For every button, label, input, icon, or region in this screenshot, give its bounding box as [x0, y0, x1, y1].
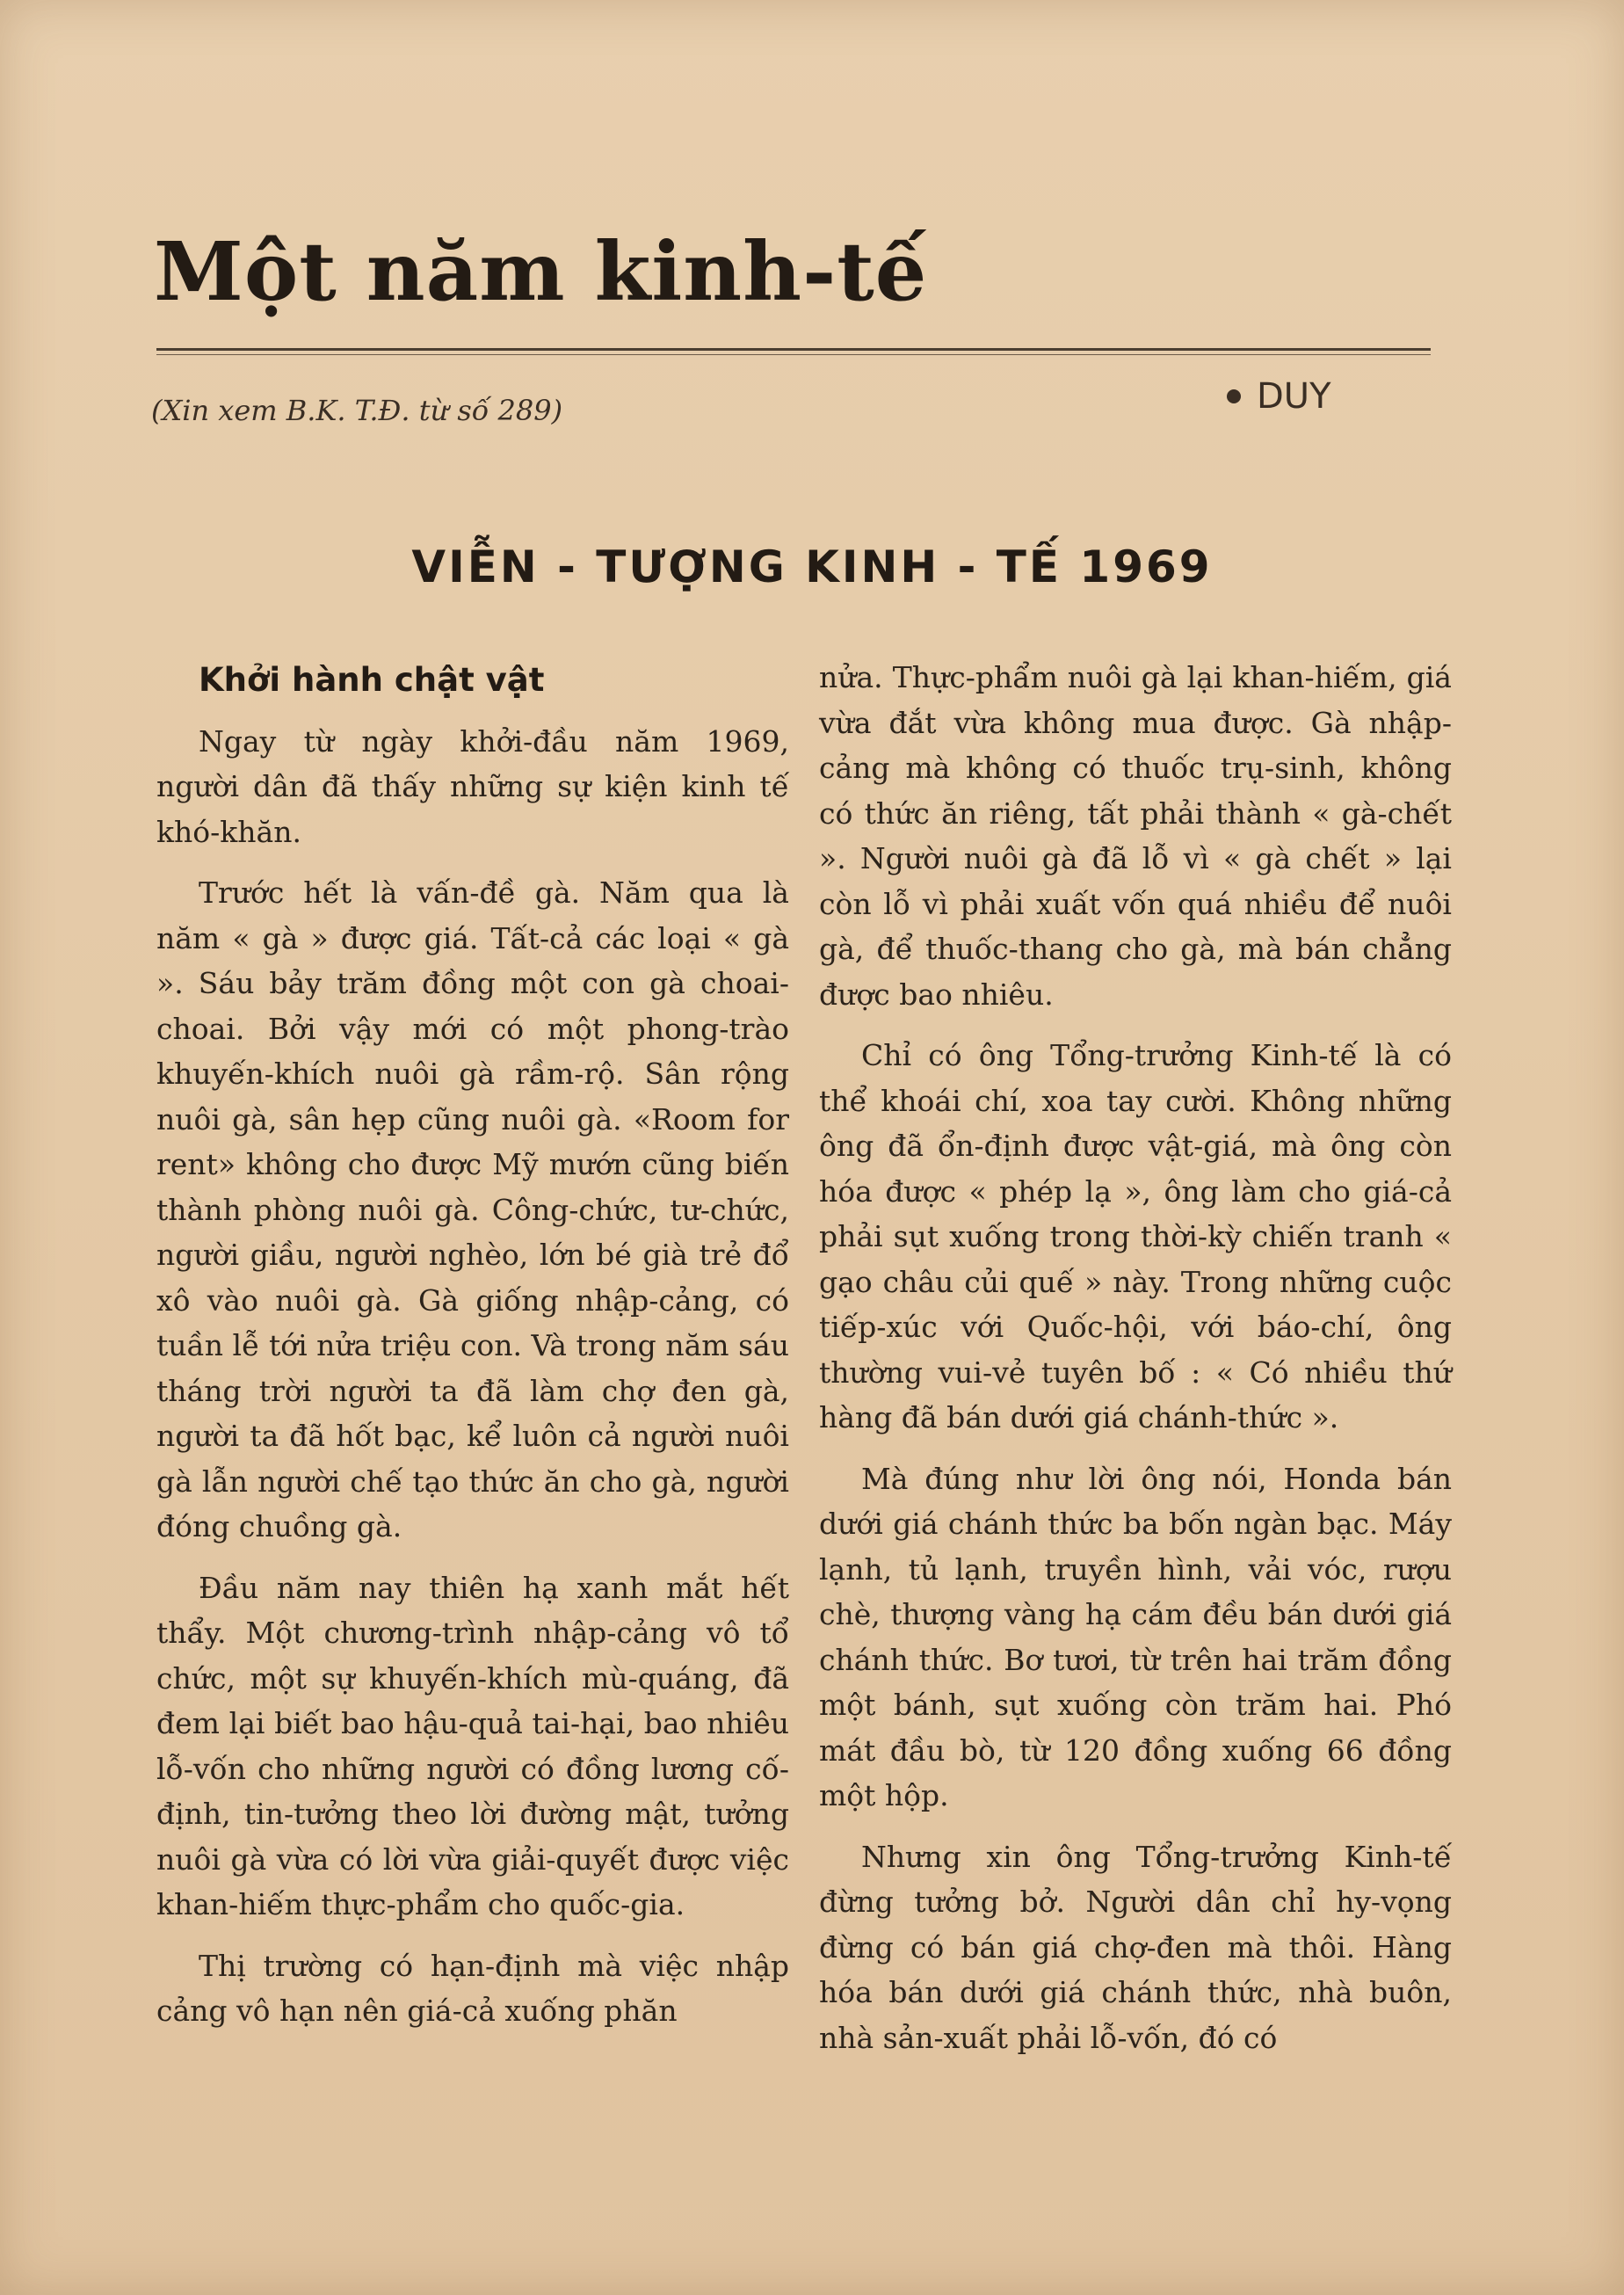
paragraph: Chỉ có ông Tổng-trưởng Kinh-tế là có thể khoái chí, xoa tay cười. Không những ông đã ổn-định được vật-giá, mà ông còn hóa được « phép lạ », ông làm cho giá-cả phải sụt xuống trong thời-kỳ chiến tranh « gạo châu củi quế » này. Trong những cuộc tiếp-xúc với Quốc-hội, với báo-chí, ông thường vui-vẻ tuyên bố : « Có nhiều thứ hàng đã bán dưới giá chánh-thức ». [819, 1038, 1452, 1434]
title-rule [156, 348, 1431, 351]
paragraph: nửa. Thực-phẩm nuôi gà lại khan-hiếm, giá vừa đắt vừa không mua được. Gà nhập-cảng mà không có thuốc trụ-sinh, không có thức ăn riêng, tất phải thành « gà-chết ». Người nuôi gà đã lỗ vì « gà chết » lại còn lỗ vì phải xuất vốn quá nhiều để nuôi gà, để thuốc-thang cho gà, mà bán chẳng được bao nhiêu. [819, 660, 1452, 1012]
article-title: Một năm kinh-tế [154, 224, 928, 319]
subheading: Khởi hành chật vật [199, 661, 545, 699]
paragraph: Nhưng xin ông Tổng-trưởng Kinh-tế đừng tưởng bở. Người dân chỉ hy-vọng đừng có bán giá chợ-đen mà thôi. Hàng hóa bán dưới giá chánh thức, nhà buôn, nhà sản-xuất phải lỗ-vốn, đó có [819, 1839, 1452, 2055]
paragraph: Ngay từ ngày khởi-đầu năm 1969, người dân đã thấy những sự kiện kinh tế khó-khăn. [156, 723, 789, 849]
left-column [156, 657, 789, 2050]
bullet-icon [1227, 389, 1241, 403]
author-name: DUY [1257, 376, 1331, 417]
section-heading: VIỄN - TƯỢNG KINH - TẾ 1969 [411, 541, 1213, 592]
reference-note: (Xin xem B.K. T.Đ. từ số 289) [151, 394, 563, 427]
title-rule-thin [156, 354, 1431, 355]
right-column [819, 655, 1452, 2076]
paragraph: Mà đúng như lời ông nói, Honda bán dưới giá chánh thức ba bốn ngàn bạc. Máy lạnh, tủ lạnh, truyền hình, vải vóc, rượu chè, thượng vàng hạ cám đều bán dưới giá chánh thức. Bơ tươi, từ trên hai trăm đồng một bánh, sụt xuống còn trăm hai. Phó mát đầu bò, từ 120 đồng xuống 66 đồng một hộp. [819, 1461, 1452, 1812]
paragraph: Đầu năm nay thiên hạ xanh mắt hết thẩy. Một chương-trình nhập-cảng vô tổ chức, một sự khuyến-khích mù-quáng, đã đem lại biết bao hậu-quả tai-hại, bao nhiêu lỗ-vốn cho những người có đồng lương cố-định, tin-tưởng theo lời đường mật, tưởng nuôi gà vừa có lời vừa giải-quyết được việc khan-hiếm thực-phẩm cho quốc-gia. [156, 1570, 789, 1921]
paragraph: Trước hết là vấn-đề gà. Năm qua là năm « gà » được giá. Tất-cả các loại « gà ». Sáu bảy trăm đồng một con gà choai-choai. Bởi vậy mới có một phong-trào khuyến-khích nuôi gà rầm-rộ. Sân rộng nuôi gà, sân hẹp cũng nuôi gà. «Room for rent» không cho được Mỹ mướn cũng biến thành phòng nuôi gà. Công-chức, tư-chức, người giầu, người nghèo, lớn bé già trẻ đổ xô vào nuôi gà. Gà giống nhập-cảng, có tuần lễ tới nửa triệu con. Và trong năm sáu tháng trời người ta đã làm chợ đen gà, người ta đã hốt bạc, kể luôn cả người nuôi gà lẫn người chế tạo thức ăn cho gà, người đóng chuồng gà. [156, 875, 789, 1543]
author-byline [1227, 376, 1331, 417]
paragraph: Thị trường có hạn-định mà việc nhập cảng vô hạn nên giá-cả xuống phăn [156, 1948, 789, 2028]
